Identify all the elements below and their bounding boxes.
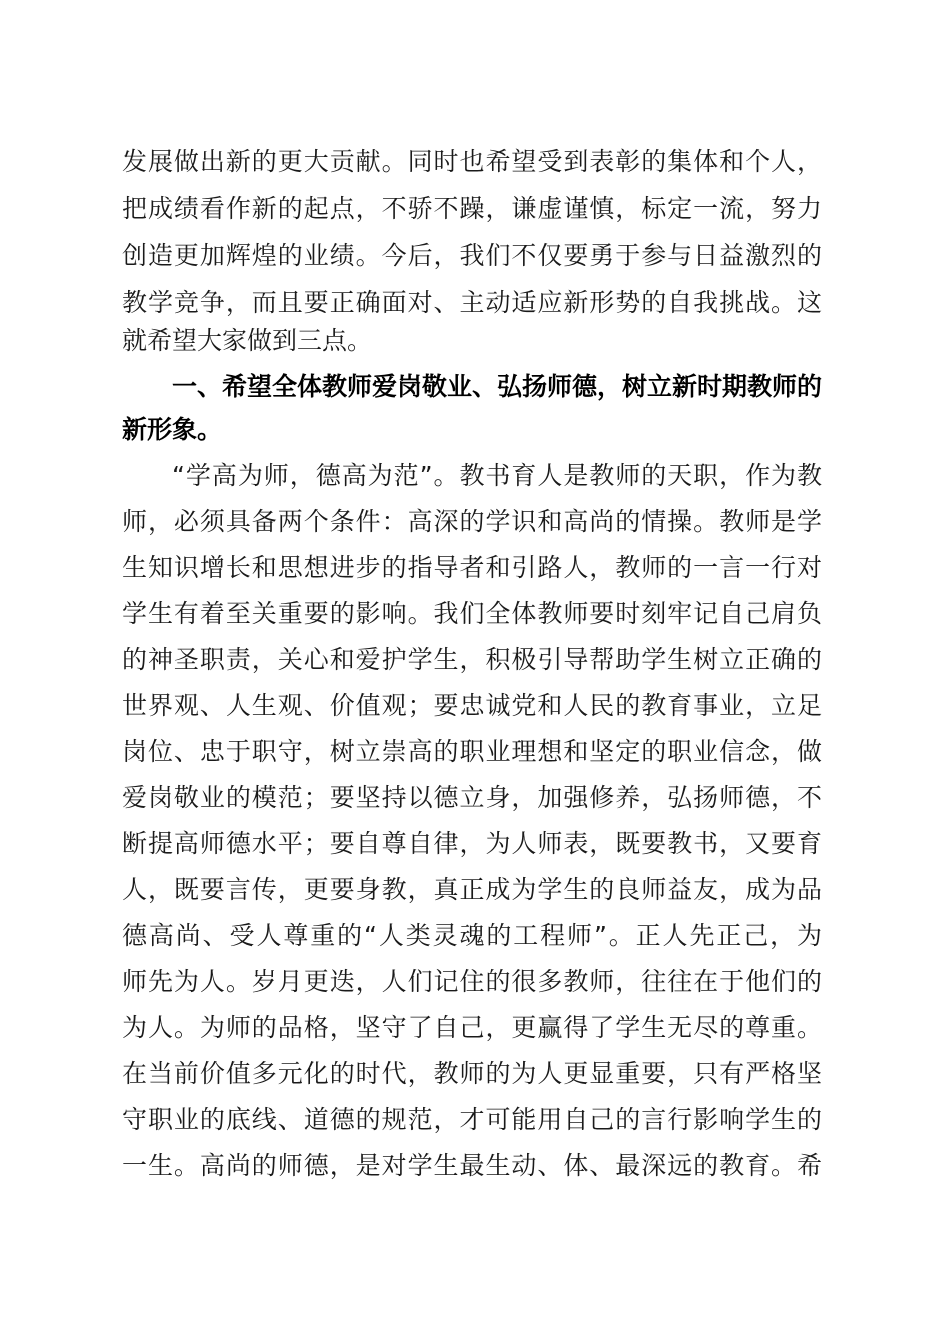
intro-line: 发展做出新的更大贡献。同时也希望受到表彰的集体和个人， (122, 147, 822, 176)
body-line: 生知识增长和思想进步的指导者和引路人，教师的一言一行对 (122, 553, 822, 582)
body-line: 师，必须具备两个条件：高深的学识和高尚的情操。教师是学 (122, 507, 822, 536)
intro-line: 把成绩看作新的起点，不骄不躁，谦虚谨慎，标定一流，努力 (122, 194, 822, 223)
body-line: 为人。为师的品格，坚守了自己，更赢得了学生无尽的尊重。 (122, 1013, 822, 1042)
body-line: 岗位、忠于职守，树立崇高的职业理想和坚定的职业信念，做 (122, 737, 822, 766)
body-line: 断提高师德水平；要自尊自律，为人师表，既要教书，又要育 (122, 829, 822, 858)
section-heading: 一、希望全体教师爱岗敬业、弘扬师德，树立新时期教师的 (172, 372, 823, 401)
body-line: 德高尚、受人尊重的“人类灵魂的工程师”。正人先正己，为 (122, 921, 822, 950)
body-line: “学高为师，德高为范”。教书育人是教师的天职，作为教 (172, 461, 822, 490)
body-line: 师先为人。岁月更迭，人们记住的很多教师，往往在于他们的 (122, 967, 822, 996)
body-line: 在当前价值多元化的时代，教师的为人更显重要，只有严格坚 (122, 1059, 822, 1088)
body-line: 爱岗敬业的模范；要坚持以德立身，加强修养，弘扬师德，不 (122, 783, 822, 812)
intro-line: 创造更加辉煌的业绩。今后，我们不仅要勇于参与日益激烈的 (122, 241, 822, 270)
body-line: 世界观、人生观、价值观；要忠诚党和人民的教育事业，立足 (122, 691, 822, 720)
section-heading: 新形象。 (122, 415, 223, 444)
body-line: 一生。高尚的师德，是对学生最生动、体、最深远的教育。希 (122, 1151, 822, 1180)
body-line: 人，既要言传，更要身教，真正成为学生的良师益友，成为品 (122, 875, 822, 904)
intro-line: 教学竞争，而且要正确面对、主动适应新形势的自我挑战。这 (122, 288, 822, 317)
intro-line: 就希望大家做到三点。 (122, 326, 373, 355)
body-line: 的神圣职责，关心和爱护学生，积极引导帮助学生树立正确的 (122, 645, 822, 674)
body-line: 学生有着至关重要的影响。我们全体教师要时刻牢记自己肩负 (122, 599, 822, 628)
body-line: 守职业的底线、道德的规范，才可能用自己的言行影响学生的 (122, 1105, 822, 1134)
